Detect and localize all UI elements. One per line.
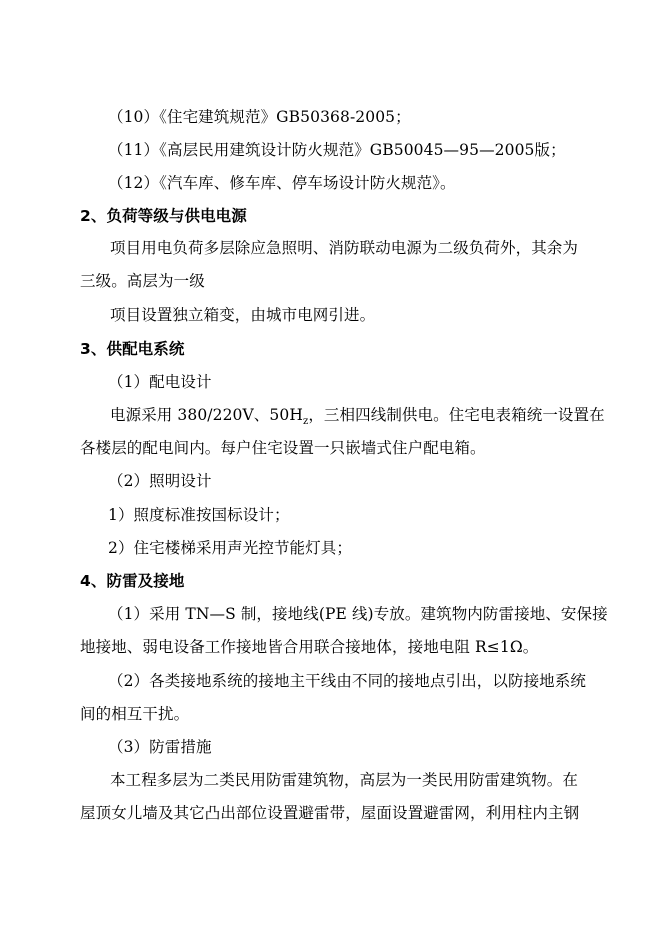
paragraph-line: 屋顶女儿墙及其它凸出部位设置避雷带，屋面设置避雷网，利用柱内主钢 bbox=[80, 804, 580, 822]
paragraph-line bbox=[110, 405, 605, 432]
standard-item-12: （12）《汽车库、修车库、停车场设计防火规范》。 bbox=[108, 174, 456, 192]
paragraph-line: 项目设置独立箱变，由城市电网引进。 bbox=[110, 306, 376, 324]
subsection-title: （2）照明设计 bbox=[108, 472, 212, 490]
subsection-title: （3）防雷措施 bbox=[108, 738, 212, 756]
section-heading-2: 2、负荷等级与供电电源 bbox=[80, 207, 247, 225]
paragraph-line: 三级。高层为一级 bbox=[80, 272, 205, 290]
list-item: 1）照度标准按国标设计； bbox=[108, 506, 290, 524]
hz-subscript: z bbox=[302, 416, 309, 428]
paragraph-line: （2）各类接地系统的接地主干线由不同的接地点引出，以防接地系统 bbox=[108, 672, 586, 690]
paragraph-line: 间的相互干扰。 bbox=[80, 705, 190, 723]
paragraph-line: 各楼层的配电间内。每户住宅设置一只嵌墙式住户配电箱。 bbox=[80, 439, 486, 457]
power-text: 电源采用 380/220V、50H bbox=[110, 406, 303, 424]
subsection-title: （1）配电设计 bbox=[108, 373, 212, 391]
paragraph-line: （1）采用 TN—S 制，接地线(PE 线)专放。建筑物内防雷接地、安保接 bbox=[108, 605, 608, 623]
paragraph-line: 地接地、弱电设备工作接地皆合用联合接地体，接地电阻 R≤1Ω。 bbox=[80, 638, 539, 656]
section-heading-4: 4、防雷及接地 bbox=[80, 572, 185, 590]
paragraph-line: 项目用电负荷多层除应急照明、消防联动电源为二级负荷外，其余为 bbox=[110, 239, 579, 257]
standard-item-11: （11）《高层民用建筑设计防火规范》GB50045—95—2005版； bbox=[108, 141, 566, 159]
paragraph-line: 本工程多层为二类民用防雷建筑物，高层为一类民用防雷建筑物。在 bbox=[110, 771, 579, 789]
power-text-cont: ，三相四线制供电。住宅电表箱统一设置在 bbox=[308, 406, 605, 424]
list-item: 2）住宅楼梯采用声光控节能灯具； bbox=[108, 539, 352, 557]
section-heading-3: 3、供配电系统 bbox=[80, 340, 185, 358]
standard-item-10: （10）《住宅建筑规范》GB50368-2005； bbox=[108, 108, 411, 126]
